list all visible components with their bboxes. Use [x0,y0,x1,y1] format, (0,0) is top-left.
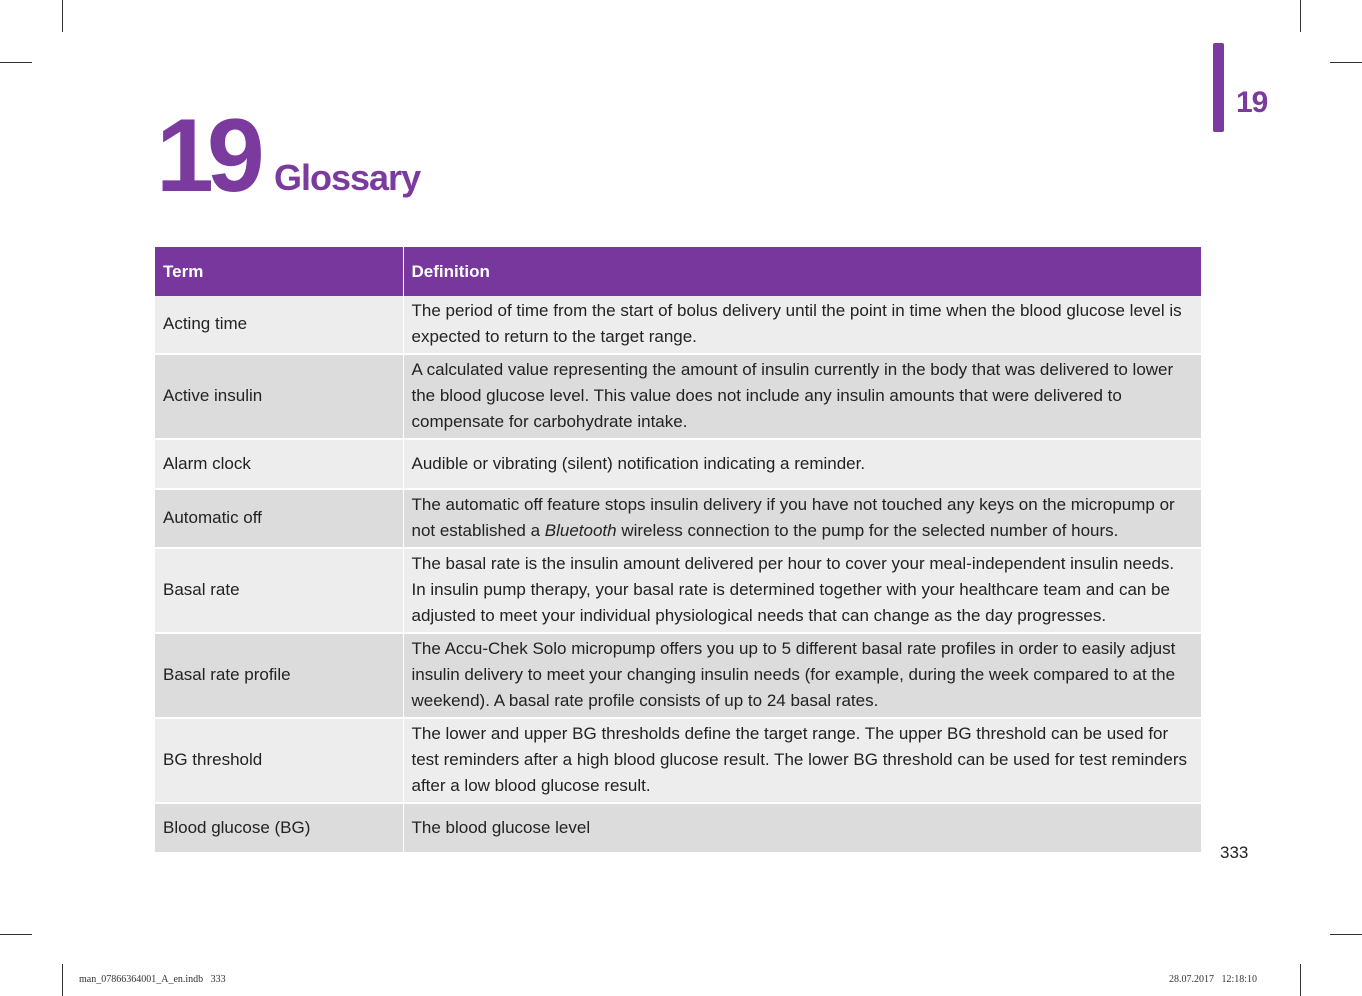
crop-mark-bottom-right-v [1300,964,1301,996]
chapter-number: 19 [156,98,258,214]
definition-text-before: The automatic off feature stops insulin delivery if you have not touched any keys on the micropump or not established a [411,495,1175,540]
term-column-header: Term [155,247,403,296]
definition-cell: The Accu-Chek Solo micropump offers you up to 5 different basal rate profiles in order to easily adjust insulin delivery to meet your changing insulin needs (for example, during the week compared to at the weekend). A basal rate profile consists of up to 24 basal rates. [403,633,1201,718]
definition-cell [403,489,1201,548]
term-cell: Automatic off [155,489,403,548]
definition-cell: The blood glucose level [403,803,1201,853]
table-row [155,548,1201,633]
crop-mark-bottom-right-h [1330,934,1362,935]
definition-text-italic: Bluetooth [544,521,617,540]
term-cell: Basal rate [155,548,403,633]
chapter-title: Glossary [274,157,421,198]
definition-text-after: wireless connection to the pump for the selected number of hours. [616,521,1119,540]
crop-mark-top-right-v [1300,0,1301,32]
page-number: 333 [1220,843,1249,862]
table-row [155,489,1201,548]
term-cell: Blood glucose (BG) [155,803,403,853]
glossary-table [155,247,1201,854]
print-slug-timestamp: 28.07.2017 12:18:10 [1169,974,1258,985]
crop-mark-top-right-h [1330,62,1362,63]
definition-cell: A calculated value representing the amount of insulin currently in the body that was delivered to lower the blood glucose level. This value does not include any insulin amounts that were delivered to compensate for carbohydrate intake. [403,354,1201,439]
term-cell: BG threshold [155,718,403,803]
print-slug-file: man_07866364001_A_en.indb 333 [79,974,226,985]
crop-mark-top-left-h [0,62,32,63]
crop-mark-bottom-left-v [62,964,63,996]
term-cell: Active insulin [155,354,403,439]
chapter-tab-number: 19 [1236,86,1268,119]
table-row [155,439,1201,489]
table-row [155,354,1201,439]
definition-cell: The lower and upper BG thresholds define the target range. The upper BG threshold can be used for test reminders after a high blood glucose result. The lower BG threshold can be used for test reminders after a low blood glucose result. [403,718,1201,803]
definition-cell: Audible or vibrating (silent) notification indicating a reminder. [403,439,1201,489]
crop-mark-top-left-v [62,0,63,32]
table-row [155,718,1201,803]
term-cell: Basal rate profile [155,633,403,718]
chapter-tab-bar [1213,43,1224,132]
definition-cell: The basal rate is the insulin amount delivered per hour to cover your meal-independent insulin needs. In insulin pump therapy, your basal rate is determined together with your healthcare team and can be adjusted to meet your individual physiological needs that can change as the day progresses. [403,548,1201,633]
crop-mark-bottom-left-h [0,934,32,935]
table-header-row [155,247,1201,296]
term-cell: Alarm clock [155,439,403,489]
definition-column-header: Definition [403,247,1201,296]
table-row [155,803,1201,853]
term-cell: Acting time [155,296,403,354]
table-row [155,296,1201,354]
table-row [155,633,1201,718]
definition-cell: The period of time from the start of bolus delivery until the point in time when the blood glucose level is expected to return to the target range. [403,296,1201,354]
